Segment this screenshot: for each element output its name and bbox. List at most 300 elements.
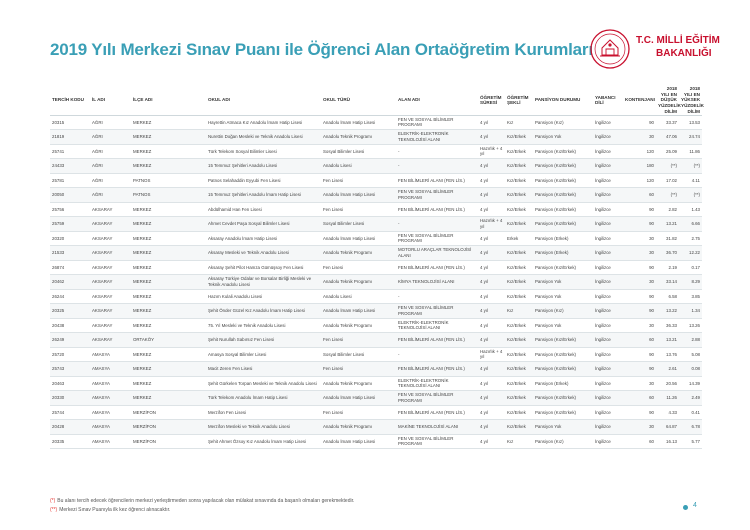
- table-cell: 11.26: [656, 391, 679, 406]
- table-cell: 24.74: [679, 130, 702, 145]
- table-cell: -: [396, 144, 478, 159]
- table-cell: 90: [623, 347, 656, 362]
- table-cell: Pansiyon Yok: [533, 130, 593, 145]
- table-cell: Kız/Erkek: [505, 420, 533, 435]
- table-cell: Pansiyon (Kız/Erkek): [533, 405, 593, 420]
- table-cell: Kız/Erkek: [505, 318, 533, 333]
- table-cell: PATNOS: [131, 188, 206, 203]
- table-cell: Macit Zeren Fen Lisesi: [206, 362, 321, 377]
- table-cell: 90: [623, 289, 656, 304]
- table-cell: 11.86: [679, 144, 702, 159]
- table-cell: AKSARAY: [90, 202, 131, 217]
- table-cell: Kız/Erkek: [505, 347, 533, 362]
- table-cell: AMASYA: [90, 420, 131, 435]
- footnote: [50, 506, 354, 515]
- table-cell: 21819: [50, 130, 90, 145]
- table-cell: 90: [623, 202, 656, 217]
- table-cell: AĞRI: [90, 188, 131, 203]
- table-cell: Pansiyon Yok: [533, 289, 593, 304]
- table-cell: İngilizce: [593, 217, 623, 232]
- table-cell: 0.17: [679, 260, 702, 275]
- table-cell: 12.22: [679, 246, 702, 261]
- table-cell: 4 yıl: [478, 420, 505, 435]
- table-cell: İngilizce: [593, 275, 623, 290]
- table-cell: Pansiyon (Kız/Erkek): [533, 333, 593, 348]
- table-cell: Şehit Önder Güzel Kız Anadolu İmam Hatip Lisesi: [206, 304, 321, 319]
- table-cell: ORTAKÖY: [131, 333, 206, 348]
- table-row: [50, 231, 702, 246]
- table-cell: Pansiyon (Kız/Erkek): [533, 217, 593, 232]
- table-row: [50, 144, 702, 159]
- table-cell: MERKEZ: [131, 347, 206, 362]
- table-cell: 4 yıl: [478, 289, 505, 304]
- table-cell: 4 yıl: [478, 246, 505, 261]
- column-header: ÖĞRETİM SÜRESİ: [478, 86, 505, 115]
- table-cell: Hazım Kulali Anadolu Lisesi: [206, 289, 321, 304]
- table-cell: İngilizce: [593, 246, 623, 261]
- table-cell: 25743: [50, 362, 90, 377]
- table-cell: 60: [623, 188, 656, 203]
- table-cell: Pansiyon (Kız/Erkek): [533, 173, 593, 188]
- schools-table: [50, 86, 702, 449]
- table-cell: Kız/Erkek: [505, 362, 533, 377]
- table-row: [50, 333, 702, 348]
- table-cell: İngilizce: [593, 202, 623, 217]
- table-cell: Fen Lisesi: [321, 405, 396, 420]
- table-cell: 5.77: [679, 434, 702, 449]
- table-cell: 20462: [50, 275, 90, 290]
- table-cell: Ahmet Cevdet Paşa Sosyal Bilimler Lisesi: [206, 217, 321, 232]
- table-cell: 17.02: [656, 173, 679, 188]
- table-cell: 26249: [50, 333, 90, 348]
- table-cell: AKSARAY: [90, 217, 131, 232]
- table-cell: Anadolu İmam Hatip Lisesi: [321, 115, 396, 130]
- table-cell: Merzifon Fen Lisesi: [206, 405, 321, 420]
- table-cell: Kız: [505, 115, 533, 130]
- table-cell: (**): [679, 188, 702, 203]
- column-header: ÖĞRETİM ŞEKLİ: [505, 86, 533, 115]
- table-cell: 30: [623, 275, 656, 290]
- table-cell: Sosyal Bilimler Lisesi: [321, 217, 396, 232]
- table-cell: MERKEZ: [131, 115, 206, 130]
- table-cell: Anadolu İmam Hatip Lisesi: [321, 391, 396, 406]
- table-cell: Türk Telekom Anadolu İmam Hatip Lisesi: [206, 391, 321, 406]
- table-cell: 4 yıl: [478, 275, 505, 290]
- table-cell: Pansiyon (Erkek): [533, 246, 593, 261]
- table-cell: FEN BİLİMLERİ ALANI (FEN LİS.): [396, 173, 478, 188]
- table-cell: MERZİFON: [131, 405, 206, 420]
- table-row: [50, 347, 702, 362]
- table-cell: Pansiyon (Kız/Erkek): [533, 188, 593, 203]
- table-cell: Pansiyon Yok: [533, 420, 593, 435]
- table-cell: Erkek: [505, 231, 533, 246]
- table-row: [50, 115, 702, 130]
- table-cell: AĞRI: [90, 159, 131, 174]
- table-cell: Kız: [505, 304, 533, 319]
- table-row: [50, 318, 702, 333]
- table-row: [50, 173, 702, 188]
- table-cell: MOTORLU ARAÇLAR TEKNOLOJİSİ ALANI: [396, 246, 478, 261]
- table-cell: 3.85: [679, 289, 702, 304]
- table-row: [50, 376, 702, 391]
- table-cell: MERKEZ: [131, 318, 206, 333]
- table-cell: 36.33: [656, 318, 679, 333]
- table-cell: Kız/Erkek: [505, 246, 533, 261]
- table-cell: İngilizce: [593, 318, 623, 333]
- table-cell: Abdülhamid Han Fen Lisesi: [206, 202, 321, 217]
- table-row: [50, 420, 702, 435]
- table-cell: FEN BİLİMLERİ ALANI (FEN LİS.): [396, 202, 478, 217]
- table-row: [50, 260, 702, 275]
- table-cell: 4.11: [679, 173, 702, 188]
- table-cell: MERKEZ: [131, 275, 206, 290]
- table-cell: AMASYA: [90, 434, 131, 449]
- table-cell: 47.06: [656, 130, 679, 145]
- table-cell: 1.34: [679, 304, 702, 319]
- table-cell: 13.22: [656, 304, 679, 319]
- table-cell: Kız/Erkek: [505, 144, 533, 159]
- table-cell: AMASYA: [90, 376, 131, 391]
- table-cell: FEN BİLİMLERİ ALANI (FEN LİS.): [396, 333, 478, 348]
- table-cell: AKSARAY: [90, 289, 131, 304]
- table-cell: 25744: [50, 405, 90, 420]
- table-cell: Pansiyon (Kız): [533, 434, 593, 449]
- table-cell: 26244: [50, 289, 90, 304]
- table-cell: 20320: [50, 231, 90, 246]
- table-cell: 4 yıl: [478, 188, 505, 203]
- table-cell: PATNOS: [131, 173, 206, 188]
- table-cell: 25720: [50, 347, 90, 362]
- table-cell: 13.53: [679, 115, 702, 130]
- table-cell: Kız/Erkek: [505, 217, 533, 232]
- table-cell: Anadolu Teknik Programı: [321, 130, 396, 145]
- table-cell: AĞRI: [90, 130, 131, 145]
- table-cell: İngilizce: [593, 347, 623, 362]
- table-cell: Pansiyon (Erkek): [533, 376, 593, 391]
- table-cell: 180: [623, 159, 656, 174]
- table-cell: 4 yıl: [478, 260, 505, 275]
- table-cell: FEN VE SOSYAL BİLİMLER PROGRAMI: [396, 188, 478, 203]
- column-header: İLÇE ADI: [131, 86, 206, 115]
- column-header: 2018 YILI EN DÜŞÜK YÜZDELİK DİLİM: [658, 86, 681, 114]
- table-cell: Şehit Gürkelen Torpan Mesleki ve Teknik Anadolu Lisesi: [206, 376, 321, 391]
- table-cell: Pansiyon (Kız/Erkek): [533, 347, 593, 362]
- table-cell: Aksaray Türkiye Odalar ve Borsalar Birliği Mesleki ve Teknik Anadolu Lisesi: [206, 275, 321, 290]
- column-header: İL ADI: [90, 86, 131, 115]
- table-cell: Fen Lisesi: [321, 362, 396, 377]
- table-row: [50, 188, 702, 203]
- table-cell: 30: [623, 376, 656, 391]
- table-cell: İngilizce: [593, 173, 623, 188]
- column-header: 2018 YILI EN YÜKSEK YÜZDELİK DİLİM: [681, 86, 704, 114]
- table-cell: Kız/Erkek: [505, 333, 533, 348]
- table-cell: 4 yıl: [478, 376, 505, 391]
- table-cell: 20428: [50, 420, 90, 435]
- table-cell: 4 yıl: [478, 391, 505, 406]
- table-cell: 4 yıl: [478, 434, 505, 449]
- column-header: PANSİYON DURUMU: [533, 86, 593, 115]
- page-title: 2019 Yılı Merkezi Sınav Puanı ile Öğrenci Alan Ortaöğretim Kurumları: [50, 40, 593, 59]
- table-cell: 20463: [50, 376, 90, 391]
- table-cell: 15 Temmuz Şehitleri Anadolu İmam Hatip Lisesi: [206, 188, 321, 203]
- table-cell: Hayrettin Atmaca Kız Anadolu İmam Hatip Lisesi: [206, 115, 321, 130]
- table-cell: 4 yıl: [478, 318, 505, 333]
- table-cell: İngilizce: [593, 130, 623, 145]
- table-cell: 20325: [50, 304, 90, 319]
- table-cell: AKSARAY: [90, 333, 131, 348]
- table-cell: Anadolu Lisesi: [321, 289, 396, 304]
- table-cell: İngilizce: [593, 188, 623, 203]
- table-cell: 30: [623, 130, 656, 145]
- table-cell: Pansiyon (Kız): [533, 304, 593, 319]
- table-cell: MERKEZ: [131, 362, 206, 377]
- table-cell: 33.14: [656, 275, 679, 290]
- table-cell: Anadolu Teknik Programı: [321, 246, 396, 261]
- table-cell: 21533: [50, 246, 90, 261]
- table-cell: Kız/Erkek: [505, 159, 533, 174]
- table-cell: 20315: [50, 115, 90, 130]
- table-cell: AKSARAY: [90, 304, 131, 319]
- table-cell: KİMYA TEKNOLOJİSİ ALANI: [396, 275, 478, 290]
- table-cell: 33.37: [656, 115, 679, 130]
- table-cell: (**): [679, 159, 702, 174]
- table-cell: Pansiyon (Kız/Erkek): [533, 159, 593, 174]
- table-cell: Pansiyon Yok: [533, 318, 593, 333]
- table-cell: Hazırlık + 4 yıl: [478, 217, 505, 232]
- table-cell: AMASYA: [90, 362, 131, 377]
- logo-line-2: BAKANLIĞI: [656, 48, 712, 59]
- table-cell: İngilizce: [593, 260, 623, 275]
- table-cell: MERKEZ: [131, 144, 206, 159]
- table-cell: 90: [623, 405, 656, 420]
- table-cell: 2.49: [679, 391, 702, 406]
- table-cell: -: [396, 217, 478, 232]
- table-cell: 30: [623, 318, 656, 333]
- table-cell: Türk Telekom Sosyal Bilimler Lisesi: [206, 144, 321, 159]
- table-cell: MERKEZ: [131, 260, 206, 275]
- table-cell: 0.08: [679, 362, 702, 377]
- table-cell: İngilizce: [593, 376, 623, 391]
- footnote-text: Merkezi Sınav Puanıyla ilk kez öğrenci alınacaktır.: [59, 507, 171, 513]
- table-cell: MERZİFON: [131, 434, 206, 449]
- table-cell: MAKİNE TEKNOLOJİSİ ALANI: [396, 420, 478, 435]
- table-cell: İngilizce: [593, 231, 623, 246]
- table-header-row: [50, 86, 702, 115]
- table-cell: AKSARAY: [90, 318, 131, 333]
- table-cell: Sosyal Bilimler Lisesi: [321, 347, 396, 362]
- table-cell: Anadolu Teknik Programı: [321, 376, 396, 391]
- table-cell: Anadolu İmam Hatip Lisesi: [321, 434, 396, 449]
- logo-line-1: T.C. MİLLİ EĞİTİM: [636, 35, 720, 46]
- table-cell: (**): [656, 159, 679, 174]
- table-cell: Anadolu Teknik Programı: [321, 318, 396, 333]
- table-cell: MERKEZ: [131, 159, 206, 174]
- column-header: YABANCI DİLİ: [593, 86, 623, 115]
- table-cell: MERKEZ: [131, 202, 206, 217]
- table-cell: 13.21: [656, 217, 679, 232]
- table-cell: 15 Temmuz Şehitleri Anadolu Lisesi: [206, 159, 321, 174]
- table-cell: 0.41: [679, 405, 702, 420]
- table-cell: AĞRI: [90, 144, 131, 159]
- page-indicator-dot: [683, 505, 688, 510]
- table-cell: Nurettin Doğan Mesleki ve Teknik Anadolu Lisesi: [206, 130, 321, 145]
- column-header: OKUL TÜRÜ: [321, 86, 396, 115]
- table-cell: Hazırlık + 4 yıl: [478, 347, 505, 362]
- table-cell: Pansiyon Yok: [533, 275, 593, 290]
- table-cell: İngilizce: [593, 391, 623, 406]
- table-cell: 75. Yıl Mesleki ve Teknik Anadolu Lisesi: [206, 318, 321, 333]
- table-cell: Hazırlık + 4 yıl: [478, 144, 505, 159]
- table-cell: 2.82: [656, 202, 679, 217]
- table-cell: 4 yıl: [478, 202, 505, 217]
- table-cell: 120: [623, 144, 656, 159]
- table-cell: AMASYA: [90, 347, 131, 362]
- footnote-text: Bu alanı tercih edecek öğrencilerin merkezi yerleştirmeden sonra yapılacak olan mülakat sınavında da başarılı olmaları gerekmektedir.: [57, 498, 355, 504]
- table-cell: 20335: [50, 434, 90, 449]
- table-cell: ELEKTRİK-ELEKTRONİK TEKNOLOJİSİ ALANI: [396, 318, 478, 333]
- table-cell: Aksaray Anadolu İmam Hatip Lisesi: [206, 231, 321, 246]
- table-cell: 2.19: [656, 260, 679, 275]
- table-cell: Anadolu Teknik Programı: [321, 275, 396, 290]
- table-cell: Fen Lisesi: [321, 173, 396, 188]
- table-cell: Kız/Erkek: [505, 391, 533, 406]
- table-cell: Kız/Erkek: [505, 275, 533, 290]
- table-cell: 8.29: [679, 275, 702, 290]
- table-cell: Fen Lisesi: [321, 202, 396, 217]
- table-cell: Anadolu İmam Hatip Lisesi: [321, 231, 396, 246]
- table-cell: -: [396, 289, 478, 304]
- table-cell: Pansiyon (Kız/Erkek): [533, 391, 593, 406]
- table-cell: AKSARAY: [90, 275, 131, 290]
- table-cell: AKSARAY: [90, 246, 131, 261]
- table-cell: FEN VE SOSYAL BİLİMLER PROGRAMI: [396, 304, 478, 319]
- table-cell: İngilizce: [593, 420, 623, 435]
- table-cell: 4.33: [656, 405, 679, 420]
- table-row: [50, 275, 702, 290]
- table-cell: 4 yıl: [478, 362, 505, 377]
- table-cell: ELEKTRİK-ELEKTRONİK TEKNOLOJİSİ ALANI: [396, 376, 478, 391]
- table-cell: İngilizce: [593, 115, 623, 130]
- table-cell: İngilizce: [593, 333, 623, 348]
- table-cell: MERKEZ: [131, 289, 206, 304]
- table-cell: FEN BİLİMLERİ ALANI (FEN LİS.): [396, 362, 478, 377]
- table-cell: Kız/Erkek: [505, 405, 533, 420]
- table-cell: ELEKTRİK-ELEKTRONİK TEKNOLOJİSİ ALANI: [396, 130, 478, 145]
- table-cell: -: [396, 159, 478, 174]
- table-cell: MERKEZ: [131, 376, 206, 391]
- table-cell: 6.66: [679, 217, 702, 232]
- page-number: 4: [693, 502, 697, 509]
- table-cell: Kız/Erkek: [505, 376, 533, 391]
- table-cell: 30: [623, 420, 656, 435]
- table-cell: 4 yıl: [478, 333, 505, 348]
- table-cell: Aksaray Şehit Pilot Hamza Gümüşsoy Fen Lisesi: [206, 260, 321, 275]
- table-cell: Patnos Selahaddin Eyyubi Fen Lisesi: [206, 173, 321, 188]
- table-cell: 60: [623, 434, 656, 449]
- table-cell: 36.70: [656, 246, 679, 261]
- table-row: [50, 289, 702, 304]
- table-cell: -: [396, 347, 478, 362]
- table-row: [50, 246, 702, 261]
- table-cell: 25756: [50, 202, 90, 217]
- table-cell: FEN BİLİMLERİ ALANI (FEN LİS.): [396, 405, 478, 420]
- column-header: OKUL ADI: [206, 86, 321, 115]
- table-row: [50, 202, 702, 217]
- table-cell: 5.08: [679, 347, 702, 362]
- table-cell: İngilizce: [593, 434, 623, 449]
- table-row: [50, 362, 702, 377]
- table-cell: 90: [623, 304, 656, 319]
- table-cell: FEN VE SOSYAL BİLİMLER PROGRAMI: [396, 434, 478, 449]
- footnote-marker: (*): [50, 498, 56, 504]
- table-row: [50, 434, 702, 449]
- table-cell: Şehit Nurullah Sabırsız Fen Lisesi: [206, 333, 321, 348]
- table-cell: Kız/Erkek: [505, 289, 533, 304]
- table-cell: 20.56: [656, 376, 679, 391]
- ministry-logo: [588, 27, 730, 72]
- table-cell: MERKEZ: [131, 246, 206, 261]
- table-cell: 24433: [50, 159, 90, 174]
- table-cell: Pansiyon (Kız/Erkek): [533, 362, 593, 377]
- table-cell: İngilizce: [593, 405, 623, 420]
- table-cell: İngilizce: [593, 144, 623, 159]
- table-row: [50, 159, 702, 174]
- table-cell: 25781: [50, 173, 90, 188]
- table-cell: Şehit Ahmet Özsoy Kız Anadolu İmam Hatip Lisesi: [206, 434, 321, 449]
- table-cell: Pansiyon (Kız/Erkek): [533, 260, 593, 275]
- table-cell: AMASYA: [90, 391, 131, 406]
- table-cell: 4 yıl: [478, 173, 505, 188]
- table-cell: 4 yıl: [478, 159, 505, 174]
- table-cell: Amasya Sosyal Bilimler Lisesi: [206, 347, 321, 362]
- table-cell: MERKEZ: [131, 391, 206, 406]
- table-cell: 4 yıl: [478, 304, 505, 319]
- table-cell: MERKEZ: [131, 217, 206, 232]
- footnote: [50, 497, 354, 506]
- table-cell: FEN VE SOSYAL BİLİMLER PROGRAMI: [396, 231, 478, 246]
- table-cell: 90: [623, 217, 656, 232]
- table-cell: 20050: [50, 188, 90, 203]
- table-cell: 13.21: [656, 333, 679, 348]
- table-cell: Anadolu Teknik Programı: [321, 420, 396, 435]
- table-cell: 120: [623, 173, 656, 188]
- ministry-emblem-icon: [588, 27, 632, 71]
- table-cell: 1.43: [679, 202, 702, 217]
- table-cell: 13.76: [656, 347, 679, 362]
- table-cell: 25759: [50, 217, 90, 232]
- table-cell: AMASYA: [90, 405, 131, 420]
- footnote-marker: (**): [50, 507, 58, 513]
- table-cell: 4 yıl: [478, 231, 505, 246]
- table-cell: Kız/Erkek: [505, 173, 533, 188]
- column-header: ALAN ADI: [396, 86, 478, 115]
- table-cell: MERKEZ: [131, 304, 206, 319]
- table-cell: MERZİFON: [131, 420, 206, 435]
- table-cell: 13.26: [679, 318, 702, 333]
- column-header: KONTENJANI: [623, 86, 656, 115]
- table-cell: 6.58: [656, 289, 679, 304]
- table-cell: İngilizce: [593, 289, 623, 304]
- table-cell: 31.82: [656, 231, 679, 246]
- footnotes: [50, 497, 354, 515]
- table-cell: 60: [623, 391, 656, 406]
- table-cell: Sosyal Bilimler Lisesi: [321, 144, 396, 159]
- table-cell: Kız/Erkek: [505, 188, 533, 203]
- table-cell: Kız/Erkek: [505, 260, 533, 275]
- table-row: [50, 130, 702, 145]
- table-cell: İngilizce: [593, 159, 623, 174]
- table-row: [50, 391, 702, 406]
